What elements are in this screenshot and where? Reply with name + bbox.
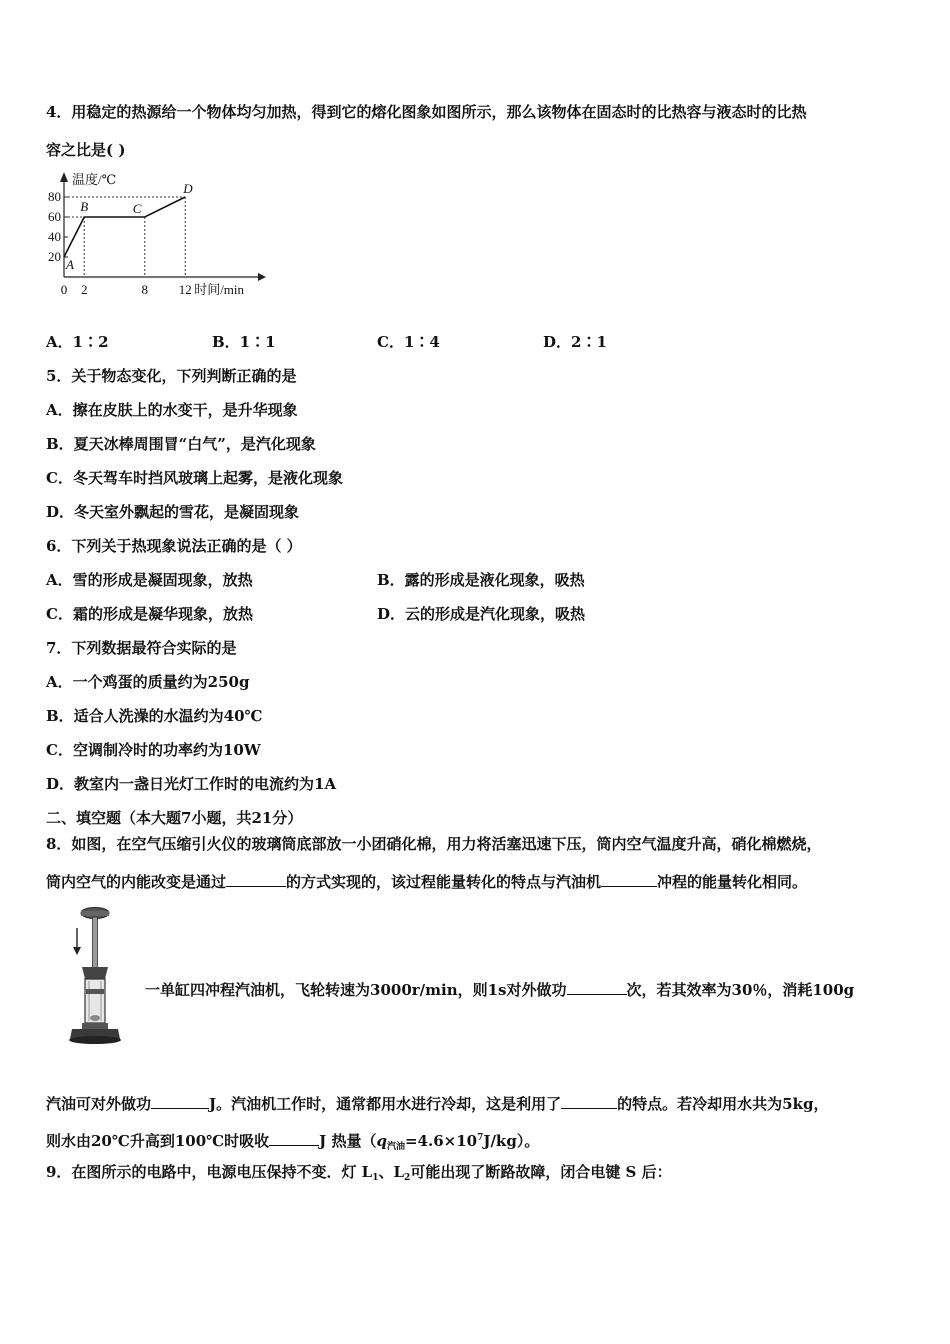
answer-blank[interactable]: [601, 872, 657, 887]
x-tick-label: 12: [178, 282, 192, 297]
q9-part-b: 、L: [378, 1163, 405, 1181]
point-label-c: C: [132, 201, 142, 216]
q8-line2-part-a: 筒内空气的内能改变是通过: [46, 873, 227, 891]
point-label-d: D: [183, 181, 193, 196]
q8-line5-part-b: J 热量（: [319, 1132, 377, 1150]
q8-line5: [46, 1128, 539, 1157]
q9-part-a: 9．在图所示的电路中，电源电压保持不变．灯 L: [46, 1163, 373, 1181]
q5-option-b: B．夏天冰棒周围冒“白气”，是汽化现象: [46, 435, 316, 453]
q8-line5-part-c: =4.6×10: [404, 1132, 478, 1150]
q4-option-c: C．1∶4: [377, 333, 440, 351]
q7-option-a: A．一个鸡蛋的质量约为250g: [46, 673, 250, 691]
q7-stem: 7．下列数据最符合实际的是: [46, 639, 237, 657]
y-tick-label: 20: [48, 249, 61, 264]
point-label-b: B: [80, 199, 89, 214]
x-tick-label: 0: [60, 282, 68, 297]
q5-option-c: C．冬天驾车时挡风玻璃上起雾，是液化现象: [46, 469, 343, 487]
q5-option-d: D．冬天室外飘起的雪花，是凝固现象: [46, 503, 300, 521]
q8-line3-part-a: 一单缸四冲程汽油机，飞轮转速为3000r/min，则1s对外做功: [145, 981, 567, 999]
q8-line2-part-b: 的方式实现的，该过程能量转化的特点与汽油机: [286, 873, 602, 891]
x-axis-label: 时间/min: [194, 282, 245, 297]
q5-option-a: A．擦在皮肤上的水变干，是升华现象: [46, 401, 298, 419]
q8-line5-part-a: 则水由20℃升高到100℃时吸收: [46, 1132, 270, 1150]
melting-graph: [40, 168, 272, 302]
q8-line2: [46, 872, 807, 892]
q8-line3-part-b: 次，若其效率为30％，消耗100g: [626, 981, 855, 999]
q8-line2-part-c: 冲程的能量转化相同。: [657, 873, 808, 891]
q9-stem: [46, 1162, 672, 1188]
q-subscript: 汽油: [386, 1142, 405, 1152]
q8-line1: 8．如图，在空气压缩引火仪的玻璃筒底部放一小团硝化棉，用力将活塞迅速下压，筒内空气温度升高，硝化棉燃烧，: [46, 835, 822, 853]
y-axis-arrow: [60, 172, 68, 182]
q4-option-b: B．1∶1: [212, 333, 276, 351]
q-symbol: q: [376, 1132, 387, 1150]
answer-blank[interactable]: [561, 1094, 617, 1109]
l1-subscript: 1: [372, 1173, 379, 1183]
answer-blank[interactable]: [567, 980, 627, 995]
x-tick-label: 8: [141, 282, 149, 297]
q8-line4-part-c: 的特点。若冷却用水共为5kg，: [617, 1095, 829, 1113]
q8-line4-part-b: J。汽油机工作时，通常都用水进行冷却，这是利用了: [209, 1095, 562, 1113]
q6-option-b: B．露的形成是液化现象，吸热: [377, 571, 585, 589]
x-tick-label: 2: [80, 282, 88, 297]
q6-option-c: C．霜的形成是凝华现象，放热: [46, 605, 253, 623]
answer-blank[interactable]: [226, 872, 286, 887]
q6-option-a: A．雪的形成是凝固现象，放热: [46, 571, 253, 589]
q7-option-b: B．适合人洗澡的水温约为40℃: [46, 707, 263, 725]
q4-option-d: D．2∶1: [543, 333, 607, 351]
q8-line5-part-d: J/kg）。: [483, 1132, 540, 1150]
y-tick-label: 80: [48, 189, 61, 204]
y-axis-label: 温度/℃: [72, 172, 117, 187]
q8-line4: [46, 1094, 828, 1114]
q7-option-c: C．空调制冷时的功率约为10W: [46, 741, 261, 759]
q5-stem: 5．关于物态变化，下列判断正确的是: [46, 367, 297, 385]
q4-stem-line1: 4．用稳定的热源给一个物体均匀加热，得到它的熔化图象如图所示，那么该物体在固态时的比热容与液态时的比热: [46, 103, 807, 121]
q4-stem-line2: 容之比是( ): [46, 141, 126, 159]
section-heading: 二、填空题（本大题7小题，共21分）: [46, 809, 303, 827]
q9-part-c: 可能出现了断路故障，闭合电键 S 后：: [410, 1163, 672, 1181]
q4-option-a: A．1∶2: [46, 333, 109, 351]
x-axis-arrow: [258, 273, 266, 281]
q6-stem: 6．下列关于热现象说法正确的是（ ）: [46, 537, 302, 555]
answer-blank[interactable]: [269, 1131, 319, 1146]
y-tick-label: 40: [48, 229, 61, 244]
point-label-a: A: [66, 257, 74, 272]
q7-option-d: D．教室内一盏日光灯工作时的电流约为1A: [46, 775, 337, 793]
l2-subscript: 2: [404, 1173, 411, 1183]
q6-option-d: D．云的形成是汽化现象，吸热: [377, 605, 586, 623]
q8-line3: [145, 980, 854, 1000]
answer-blank[interactable]: [151, 1094, 209, 1109]
q8-line4-part-a: 汽油可对外做功: [46, 1095, 152, 1113]
y-tick-label: 60: [48, 209, 61, 224]
exponent: 7: [477, 1133, 484, 1143]
fire-syringe-illustration: [64, 903, 124, 1047]
